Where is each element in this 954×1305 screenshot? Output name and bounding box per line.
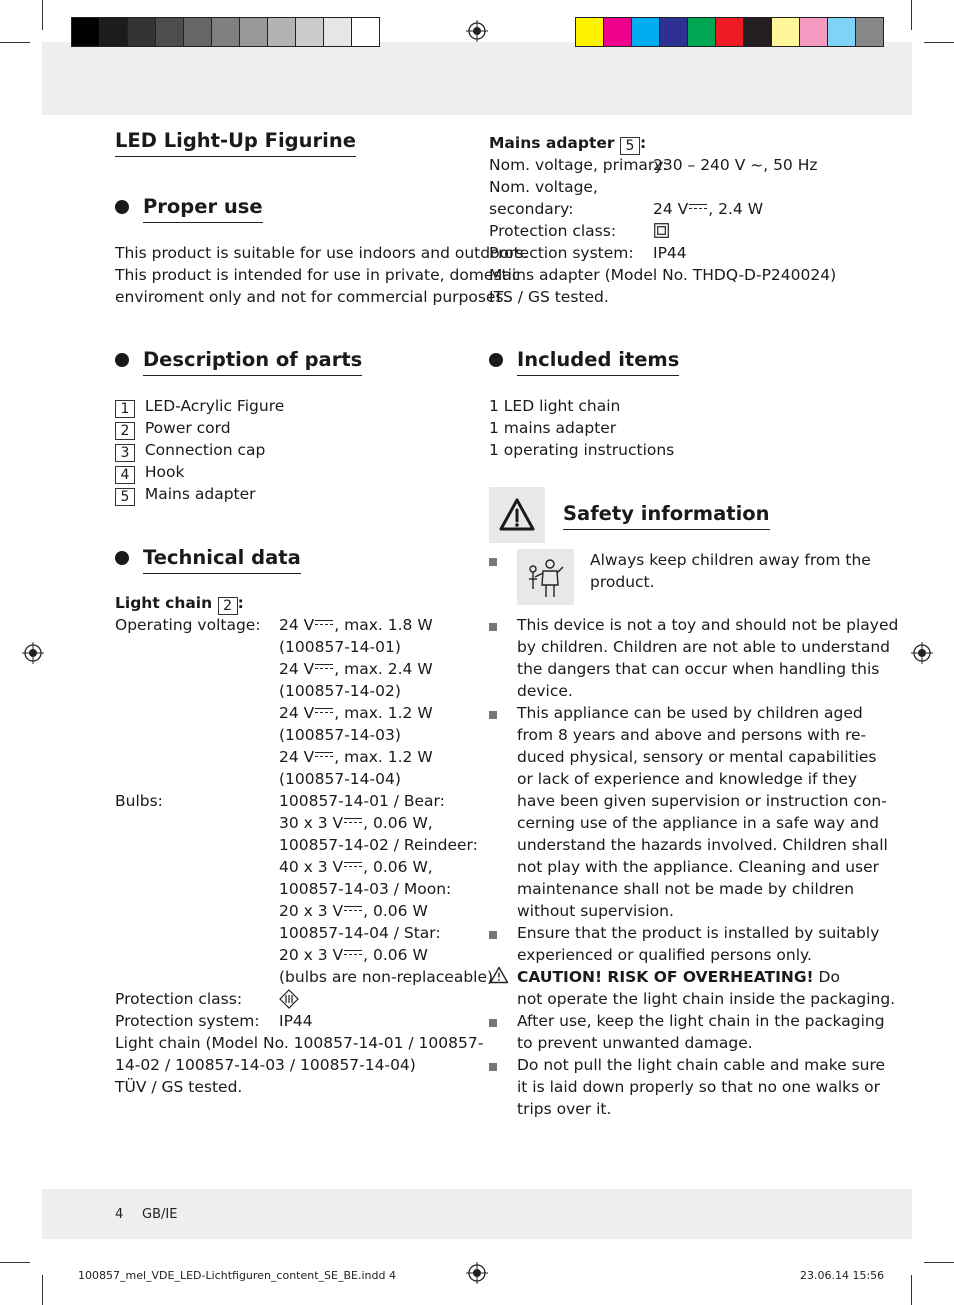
language-code: GB/IE xyxy=(142,1207,178,1222)
color-swatch xyxy=(295,17,324,47)
crop-mark xyxy=(42,1275,43,1305)
section-bullet-icon xyxy=(115,200,129,214)
color-swatch xyxy=(155,17,184,47)
color-swatch xyxy=(71,17,100,47)
included-items-list xyxy=(489,395,674,461)
bullet-icon xyxy=(489,711,497,719)
protection-class-label: Protection class: xyxy=(115,990,243,1008)
child-warning-text: Always keep children away from the product. xyxy=(590,551,871,591)
child-warning-icon-box xyxy=(517,549,574,605)
section-bullet-icon xyxy=(115,551,129,565)
mains-adapter-subheading: Mains adapter 5 : xyxy=(489,134,647,154)
color-swatch xyxy=(211,17,240,47)
color-swatch xyxy=(687,17,716,47)
registration-mark-icon xyxy=(466,20,488,42)
registration-mark-icon xyxy=(466,1262,488,1284)
protection-class-iii-icon xyxy=(279,989,299,1009)
safety-item-packaging: After use, keep the light chain in the packaging to prevent unwanted damage. xyxy=(517,1012,885,1052)
safety-item-installation: Ensure that the product is installed by suitably experienced or qualified persons only. xyxy=(517,924,880,964)
crop-mark xyxy=(924,1262,954,1263)
color-swatch xyxy=(183,17,212,47)
primary-voltage-label: Nom. voltage, primary: xyxy=(489,156,668,174)
registration-mark-icon xyxy=(911,642,933,664)
color-swatch xyxy=(127,17,156,47)
list-item: 1 mains adapter xyxy=(489,419,617,437)
list-item: 1 LED light chain xyxy=(489,397,621,415)
header-band xyxy=(42,42,912,115)
bulbs-label: Bulbs: xyxy=(115,792,163,810)
print-date: 23.06.14 15:56 xyxy=(800,1269,885,1282)
child-warning-icon xyxy=(521,553,570,601)
safety-item-overheating: CAUTION! RISK OF OVERHEATING! Do not operate the light chain inside the packaging. xyxy=(517,968,896,1008)
color-swatch xyxy=(715,17,744,47)
protection-class-ii-icon xyxy=(654,223,669,238)
document-title: LED Light-Up Figurine xyxy=(115,128,356,157)
caution-triangle-icon xyxy=(489,966,509,984)
color-swatch xyxy=(659,17,688,47)
crop-mark xyxy=(42,0,43,30)
color-swatch xyxy=(631,17,660,47)
color-swatch xyxy=(799,17,828,47)
parts-list xyxy=(115,395,284,505)
secondary-voltage-value: 24 V , 2.4 W xyxy=(653,200,764,218)
list-item: 2 Power cord xyxy=(115,417,284,439)
color-swatch xyxy=(855,17,884,47)
bullet-icon xyxy=(489,558,497,566)
light-chain-subheading: Light chain 2 : xyxy=(115,594,244,614)
list-item: 4 Hook xyxy=(115,461,284,483)
adapter-protection-system-value: IP44 xyxy=(653,244,687,262)
color-swatch xyxy=(351,17,380,47)
heading-included-items: Included items xyxy=(517,347,679,376)
color-swatch xyxy=(99,17,128,47)
operating-voltage-values: 24 V , max. 1.8 W (100857-14-01) 24 V , max. 2.4 W (100857-14-02) 24 V , max. 1.2 W (100857-14-03) 24 V , max. 1.2 W (100857-14-04) xyxy=(279,616,433,788)
operating-voltage-label: Operating voltage: xyxy=(115,616,261,634)
list-item: 1 LED-Acrylic Figure xyxy=(115,395,284,417)
list-item: 1 operating instructions xyxy=(489,441,675,459)
crop-mark xyxy=(0,1262,30,1263)
crop-mark xyxy=(911,1275,912,1305)
bulbs-values: 100857-14-01 / Bear: 30 x 3 V , 0.06 W, 100857-14-02 / Reindeer: 40 x 3 V , 0.06 W, 100857-14-03 / Moon: 20 x 3 V , 0.06 W 100857-14-04 / Star: 20 x 3 V , 0.06 W (bulbs are non-replaceable) xyxy=(279,792,494,986)
list-item: 5 Mains adapter xyxy=(115,483,284,505)
adapter-protection-system-label: Protection system: xyxy=(489,244,634,262)
heading-proper-use: Proper use xyxy=(143,194,263,223)
color-swatch xyxy=(603,17,632,47)
color-swatch xyxy=(239,17,268,47)
section-bullet-icon xyxy=(115,353,129,367)
adapter-protection-class-label: Protection class: xyxy=(489,222,617,240)
safety-item-cable: Do not pull the light chain cable and make sure it is laid down properly so that no one walks or trips over it. xyxy=(517,1056,886,1118)
section-bullet-icon xyxy=(489,353,503,367)
primary-voltage-value: 230 – 240 V ~, 50 Hz xyxy=(653,156,818,174)
color-swatch xyxy=(827,17,856,47)
adapter-model-text: Mains adapter (Model No. THDQ-D-P240024) ITS / GS tested. xyxy=(489,266,837,306)
heading-description-of-parts: Description of parts xyxy=(143,347,362,376)
protection-system-value: IP44 xyxy=(279,1012,313,1030)
file-name: 100857_mel_VDE_LED-Lichtfiguren_content_SE_BE.indd 4 xyxy=(78,1269,396,1282)
proper-use-text: This product is suitable for use indoors and outdoors. This product is intended for use in private, domestic enviroment only and not for commercial purposes. xyxy=(115,244,529,306)
list-item: 3 Connection cap xyxy=(115,439,284,461)
registration-mark-icon xyxy=(22,642,44,664)
safety-item-toy: This device is not a toy and should not be played by children. Children are not able to understand the dangers that can occur when handling this device. xyxy=(517,616,899,700)
warning-icon-box xyxy=(489,487,545,543)
bullet-icon xyxy=(489,623,497,631)
light-chain-model-text: Light chain (Model No. 100857-14-01 / 100857- 14-02 / 100857-14-03 / 100857-14-04) TÜV / GS tested. xyxy=(115,1034,484,1096)
color-swatch xyxy=(743,17,772,47)
warning-triangle-icon xyxy=(497,495,537,535)
crop-mark xyxy=(924,42,954,43)
secondary-voltage-label: Nom. voltage, secondary: xyxy=(489,178,598,218)
bullet-icon xyxy=(489,931,497,939)
color-swatch xyxy=(771,17,800,47)
bullet-icon xyxy=(489,1063,497,1071)
protection-system-label: Protection system: xyxy=(115,1012,260,1030)
heading-safety-information: Safety information xyxy=(563,501,770,530)
safety-item-children: This appliance can be used by children aged from 8 years and above and persons with re- duced physical, sensory or mental capabilities or lack of experience and knowledge if they have been given supervision or instruction con- cerning use of the appliance in a safe way and understand the hazards involved. Children shall not play with the appliance. Cleaning and user maintenance shall not be made by children without supervision. xyxy=(517,704,888,920)
bullet-icon xyxy=(489,1019,497,1027)
crop-mark xyxy=(0,42,30,43)
color-swatch xyxy=(575,17,604,47)
color-swatch xyxy=(267,17,296,47)
heading-technical-data: Technical data xyxy=(143,545,301,574)
color-swatch xyxy=(323,17,352,47)
crop-mark xyxy=(911,0,912,30)
page-number: 4 xyxy=(115,1207,124,1222)
